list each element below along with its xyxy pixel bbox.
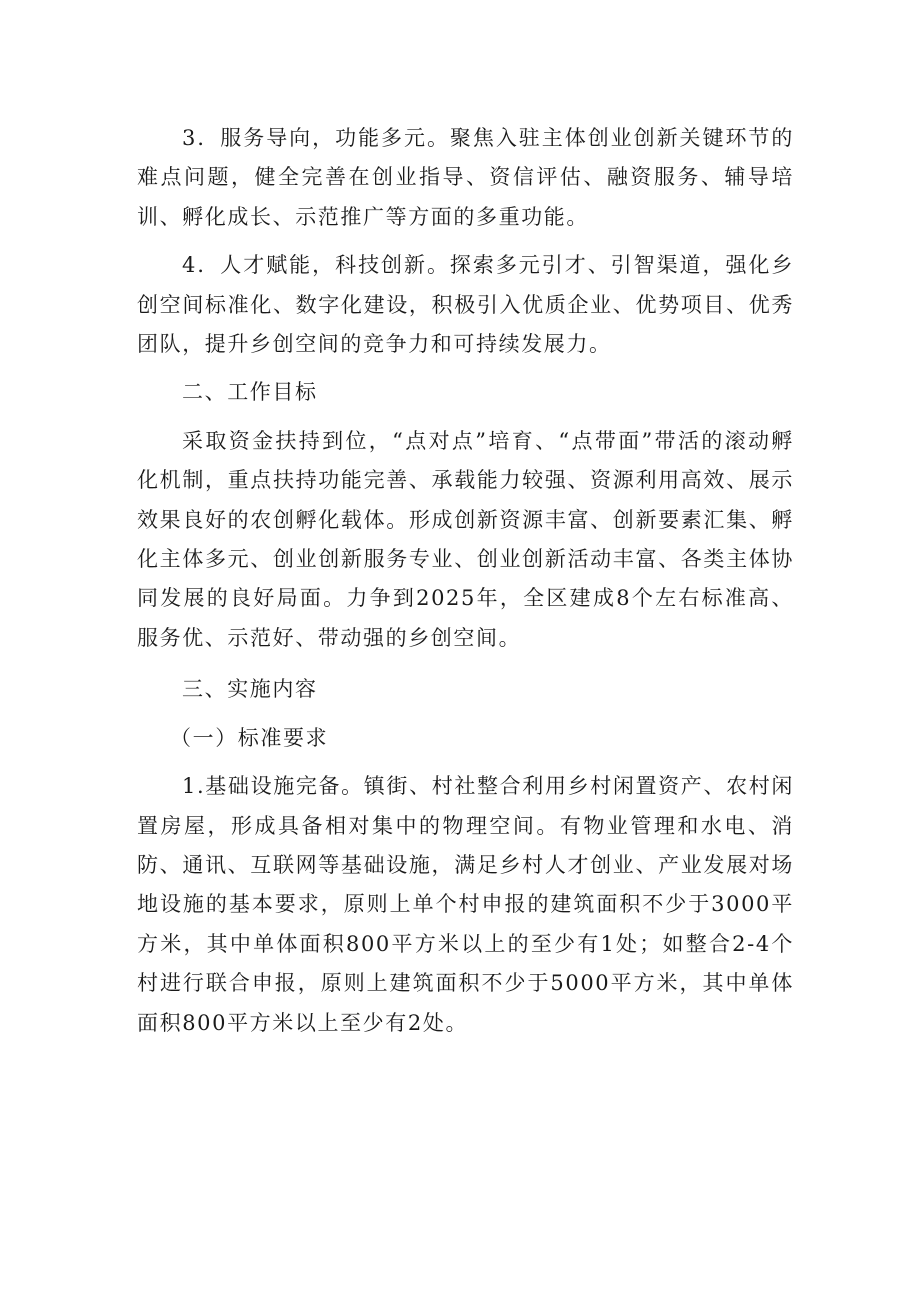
section-heading-implementation: 三、实施内容 xyxy=(182,677,318,702)
section-heading-work-goals: 二、工作目标 xyxy=(182,380,318,405)
document-body xyxy=(0,119,920,1043)
paragraph-infrastructure: 1.基础设施完备。镇街、村社整合利用乡村闲置资产、农村闲置房屋，形成具备相对集中的物理空间。有物业管理和水电、消防、通讯、互联网等基础设施，满足乡村人才创业、产业发展对场地设施的基本要求，原则上单个村申报的建筑面积不少于3000平方米，其中单体面积800平方米以上的至少有1处；如整合2-4个村进行联合申报，原则上建筑面积不少于5000平方米，其中单体面积800平方米以上至少有2处。 xyxy=(137,774,794,1035)
subsection-heading-standards: （一）标准要求 xyxy=(170,725,329,750)
paragraph-talent-empowerment: 4．人才赋能，科技创新。探索多元引才、引智渠道，强化乡创空间标准化、数字化建设，积极引入优质企业、优势项目、优秀团队，提升乡创空间的竞争力和可持续发展力。 xyxy=(137,253,794,357)
paragraph-work-goals: 采取资金扶持到位，“点对点”培育、“点带面”带活的滚动孵化机制，重点扶持功能完善、承载能力较强、资源利用高效、展示效果良好的农创孵化载体。形成创新资源丰富、创新要素汇集、孵化主体多元、创业创新服务专业、创业创新活动丰富、各类主体协同发展的良好局面。力争到2025年，全区建成8个左右标准高、服务优、示范好、带动强的乡创空间。 xyxy=(137,428,794,650)
paragraph-service-oriented: 3．服务导向，功能多元。聚焦入驻主体创业创新关键环节的难点问题，健全完善在创业指导、资信评估、融资服务、辅导培训、孵化成长、示范推广等方面的多重功能。 xyxy=(137,126,794,229)
